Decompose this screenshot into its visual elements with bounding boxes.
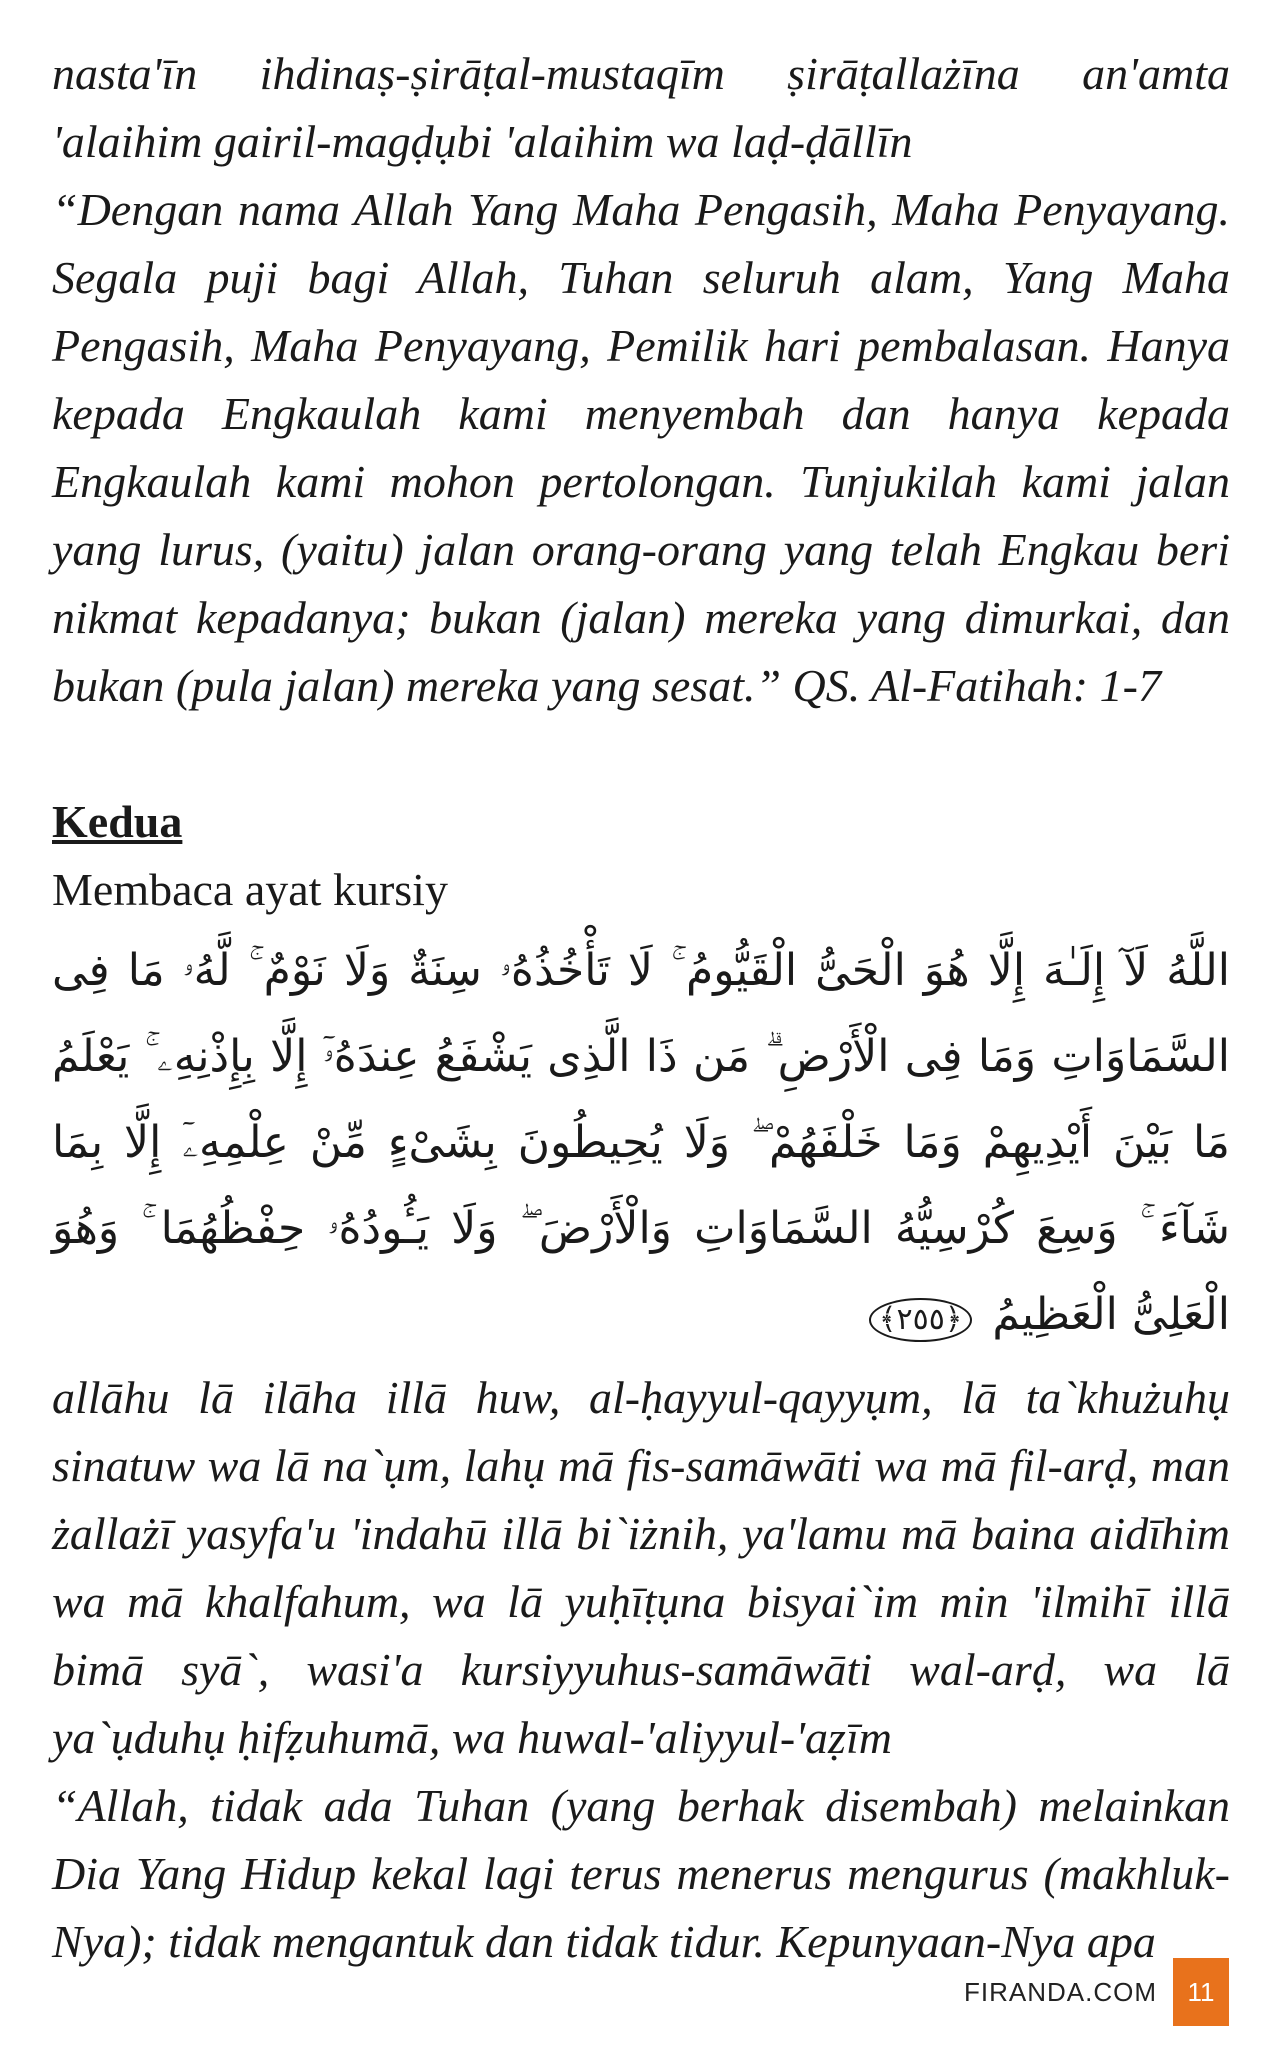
ayat-kursi-transliteration: allāhu lā ilāha illā huw, al-ḥayyul-qayyụm, lā ta`khużuhụ sinatuw wa lā na`ụm, lahụ mā fis-samāwāti wa mā fil-arḍ, man żallażī yasyfa'u 'indahū illā bi`iżnih, ya'lamu mā baina aidīhim wa mā khalfahum, wa lā yuḥīṭụna bisyai`im min 'ilmihī illā bimā syā`, wasi'a kursiyyuhus-samāwāti wal-arḍ, wa lā ya`ụduhụ ḥifẓuhumā, wa huwal-'aliyyul-'aẓīm [52,1372,1230,1763]
fatihah-transliteration-line-1: nasta'īn ihdinaṣ-ṣirāṭal-mustaqīm ṣirāṭallażīna an'amta [52,48,1230,99]
section-spacer [52,720,1230,788]
section-title: Kedua [52,796,183,847]
page-footer [964,1958,1229,2026]
ayat-kursi-arabic [52,928,1230,1358]
page-number-badge: 11 [1173,1958,1229,2026]
ayat-kursi-arabic-text: اللَّهُ لَآ إِلَـٰهَ إِلَّا هُوَ الْحَىُّ الْقَيُّومُ ۚ لَا تَأْخُذُهُۥ سِنَةٌ وَلَا نَوْمٌ ۚ لَّهُۥ مَا فِى السَّمَاوَاتِ وَمَا فِى الْأَرْضِ ۗ مَن ذَا الَّذِى يَشْفَعُ عِندَهُۥٓ إِلَّا بِإِذْنِهِۦ ۚ يَعْلَمُ مَا بَيْنَ أَيْدِيهِمْ وَمَا خَلْفَهُمْ ۖ وَلَا يُحِيطُونَ بِشَىْءٍ مِّنْ عِلْمِهِۦٓ إِلَّا بِمَا شَآءَ ۚ وَسِعَ كُرْسِيُّهُ السَّمَاوَاتِ وَالْأَرْضَ ۖ وَلَا يَـُٔودُهُۥ حِفْظُهُمَا ۚ وَهُوَ الْعَلِىُّ الْعَظِيمُ [52,945,1230,1340]
ayat-kursi-translation: “Allah, tidak ada Tuhan (yang berhak disembah) melainkan Dia Yang Hidup kekal lagi terus menerus mengurus (makhluk-Nya); tidak mengantuk dan tidak tidur. Kepunyaan-Nya apa [52,1780,1230,1967]
fatihah-translation: “Dengan nama Allah Yang Maha Pengasih, Maha Penyayang. Segala puji bagi Allah, Tuhan seluruh alam, Yang Maha Pengasih, Maha Penyayang, Pemilik hari pembalasan. Hanya kepada Engkaulah kami menyembah dan hanya kepada Engkaulah kami mohon pertolongan. Tunjukilah kami jalan yang lurus, (yaitu) jalan orang-orang yang telah Engkau beri nikmat kepadanya; bukan (jalan) mereka yang dimurkai, dan bukan (pula jalan) mereka yang sesat.” QS. Al-Fatihah: 1-7 [52,184,1230,711]
page-body [52,40,1230,1976]
ayah-number-mark: ﴿٢٥٥﴾ [869,1298,973,1342]
footer-site-name: FIRANDA.COM [964,1976,1157,2007]
fatihah-transliteration-line-2: 'alaihim gairil-magḍụbi 'alaihim wa laḍ-ḍāllīn [52,116,913,167]
section-subtitle: Membaca ayat kursiy [52,864,448,915]
ayah-number: ٢٥٥ [896,1302,945,1337]
